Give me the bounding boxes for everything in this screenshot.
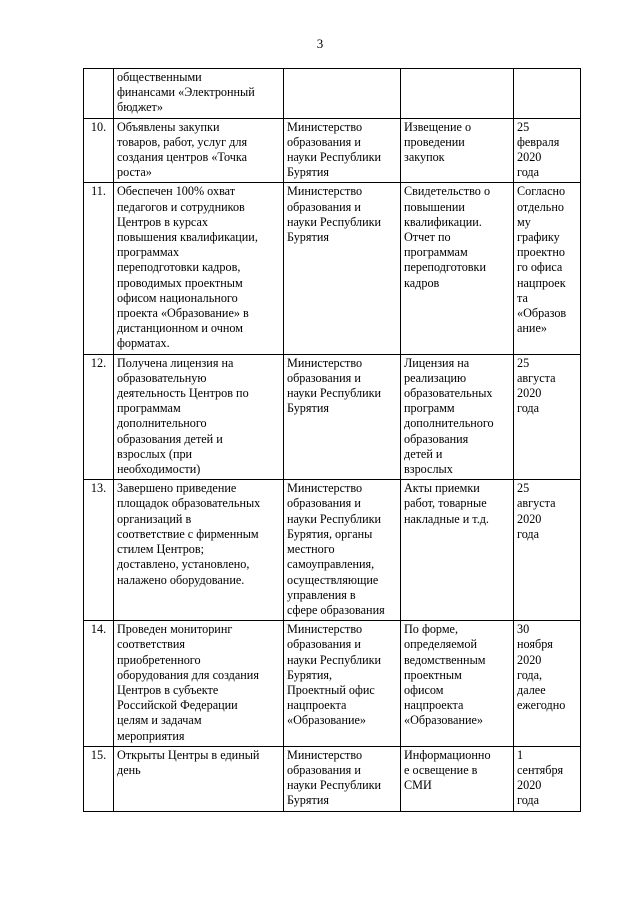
row-number: 10. <box>84 118 114 183</box>
table-row <box>84 69 581 119</box>
deadline-cell: 25 августа 2020 года <box>514 354 581 480</box>
deadline-cell: 1 сентября 2020 года <box>514 746 581 811</box>
row-number: 14. <box>84 621 114 747</box>
responsible-cell: Министерство образования и науки Республики Бурятия <box>284 183 401 354</box>
event-cell: Открыты Центры в единый день <box>114 746 284 811</box>
event-cell: Получена лицензия на образовательную деятельность Центров по программам дополнительного образования детей и взрослых (при необходимости) <box>114 354 284 480</box>
result-cell: Акты приемки работ, товарные накладные и т.д. <box>401 480 514 621</box>
responsible-cell: Министерство образования и науки Республики Бурятия <box>284 118 401 183</box>
table-row <box>84 118 581 183</box>
deadline-cell: Согласно отдельно му графику проектно го офиса нацпроек та «Образов ание» <box>514 183 581 354</box>
roadmap-table <box>83 68 581 812</box>
row-number: 11. <box>84 183 114 354</box>
deadline-cell: 30 ноября 2020 года, далее ежегодно <box>514 621 581 747</box>
result-cell: Извещение о проведении закупок <box>401 118 514 183</box>
responsible-cell: Министерство образования и науки Республики Бурятия <box>284 746 401 811</box>
table-row <box>84 480 581 621</box>
responsible-cell: Министерство образования и науки Республики Бурятия, Проектный офис нацпроекта «Образование» <box>284 621 401 747</box>
result-cell: Информационно е освещение в СМИ <box>401 746 514 811</box>
table-row <box>84 746 581 811</box>
event-cell: общественными финансами «Электронный бюджет» <box>114 69 284 119</box>
page-number: 3 <box>316 36 324 51</box>
table-row <box>84 183 581 354</box>
result-cell: Лицензия на реализацию образовательных программ дополнительного образования детей и взрослых <box>401 354 514 480</box>
deadline-cell <box>514 69 581 119</box>
event-cell: Объявлены закупки товаров, работ, услуг для создания центров «Точка роста» <box>114 118 284 183</box>
result-cell: Свидетельство о повышении квалификации. Отчет по программам переподготовки кадров <box>401 183 514 354</box>
event-cell: Проведен мониторинг соответствия приобретенного оборудования для создания Центров в субъекте Российской Федерации целям и задачам мероприятия <box>114 621 284 747</box>
responsible-cell: Министерство образования и науки Республики Бурятия, органы местного самоуправления, осуществляющие управления в сфере образования <box>284 480 401 621</box>
row-number: 13. <box>84 480 114 621</box>
row-number: 12. <box>84 354 114 480</box>
event-cell: Завершено приведение площадок образовательных организаций в соответствие с фирменным стилем Центров; доставлено, установлено, налажено оборудование. <box>114 480 284 621</box>
result-cell: По форме, определяемой ведомственным проектным офисом нацпроекта «Образование» <box>401 621 514 747</box>
responsible-cell <box>284 69 401 119</box>
table-row <box>84 354 581 480</box>
deadline-cell: 25 февраля 2020 года <box>514 118 581 183</box>
row-number: 15. <box>84 746 114 811</box>
row-number <box>84 69 114 119</box>
event-cell: Обеспечен 100% охват педагогов и сотрудников Центров в курсах повышения квалификации, программах переподготовки кадров, проводимых проектным офисом национального проекта «Образование» в дистанционном и очном форматах. <box>114 183 284 354</box>
responsible-cell: Министерство образования и науки Республики Бурятия <box>284 354 401 480</box>
deadline-cell: 25 августа 2020 года <box>514 480 581 621</box>
result-cell <box>401 69 514 119</box>
table-row <box>84 621 581 747</box>
